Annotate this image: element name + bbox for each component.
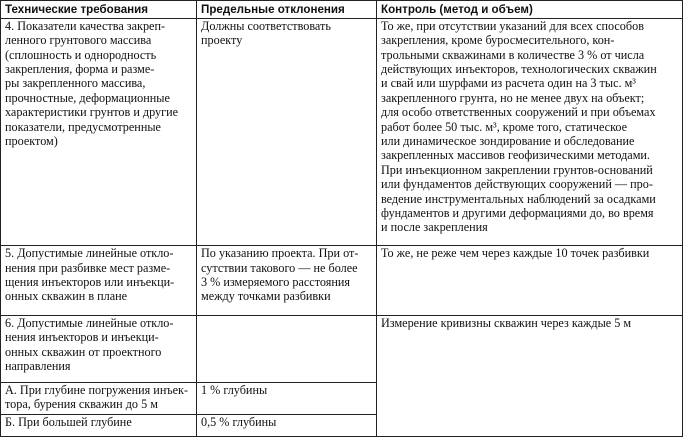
requirement-cell: 5. Допустимые линейные откло- нения при разбивке мест разме- щения инъекторов или инъекци- онных скважин в плане bbox=[1, 246, 197, 316]
header-requirements: Технические требования bbox=[1, 1, 197, 19]
deviation-cell: 1 % глубины bbox=[197, 382, 377, 414]
deviation-cell bbox=[197, 315, 377, 382]
table-row bbox=[1, 315, 683, 382]
header-row bbox=[1, 1, 683, 19]
control-cell: То же, не реже чем через каждые 10 точек разбивки bbox=[377, 246, 683, 316]
control-cell: То же, при отсутствии указаний для всех способов закрепления, кроме буросмесительного, кон- трольными скважинами в количестве 3 % от числа действующих инъекторов, технологических скважин и свай или шурфами из расчета один на 3 тыс. м³ закрепленного грунта, но не менее двух на объект; для особо ответственных сооружений и при объемах работ более 50 тыс. м³, кроме того, статическое или динамическое зондирование и обследование закрепленных массивов геофизическими методами. При инъекционном закреплении грунтов-оснований или фундаментов действующих сооружений — про- ведение инструментальных наблюдений за осадками фундаментов и другими деформациями до, во время и после закрепления bbox=[377, 18, 683, 245]
table-row bbox=[1, 18, 683, 245]
table-row bbox=[1, 246, 683, 316]
requirement-cell: Б. При большей глубине bbox=[1, 415, 197, 437]
requirement-cell: 4. Показатели качества закреп- ленного грунтового массива (сплошность и однородность закрепления, форма и разме- ры закрепленного массива, прочностные, деформационные характеристики грунтов и другие показатели, предусмотренные проектом) bbox=[1, 18, 197, 245]
deviation-cell: По указанию проекта. При от- сутствии такового — не более 3 % измеряемого расстояния между точками разбивки bbox=[197, 246, 377, 316]
deviation-cell: 0,5 % глубины bbox=[197, 415, 377, 437]
header-deviations: Предельные отклонения bbox=[197, 1, 377, 19]
header-control: Контроль (метод и объем) bbox=[377, 1, 683, 19]
deviation-cell: Должны соответствовать проекту bbox=[197, 18, 377, 245]
requirement-cell: А. При глубине погружения инъек- тора, бурения скважин до 5 м bbox=[1, 382, 197, 414]
control-cell: Измерение кривизны скважин через каждые 5 м bbox=[377, 315, 683, 436]
requirement-cell: 6. Допустимые линейные откло- нения инъекторов и инъекци- онных скважин от проектного направления bbox=[1, 315, 197, 382]
